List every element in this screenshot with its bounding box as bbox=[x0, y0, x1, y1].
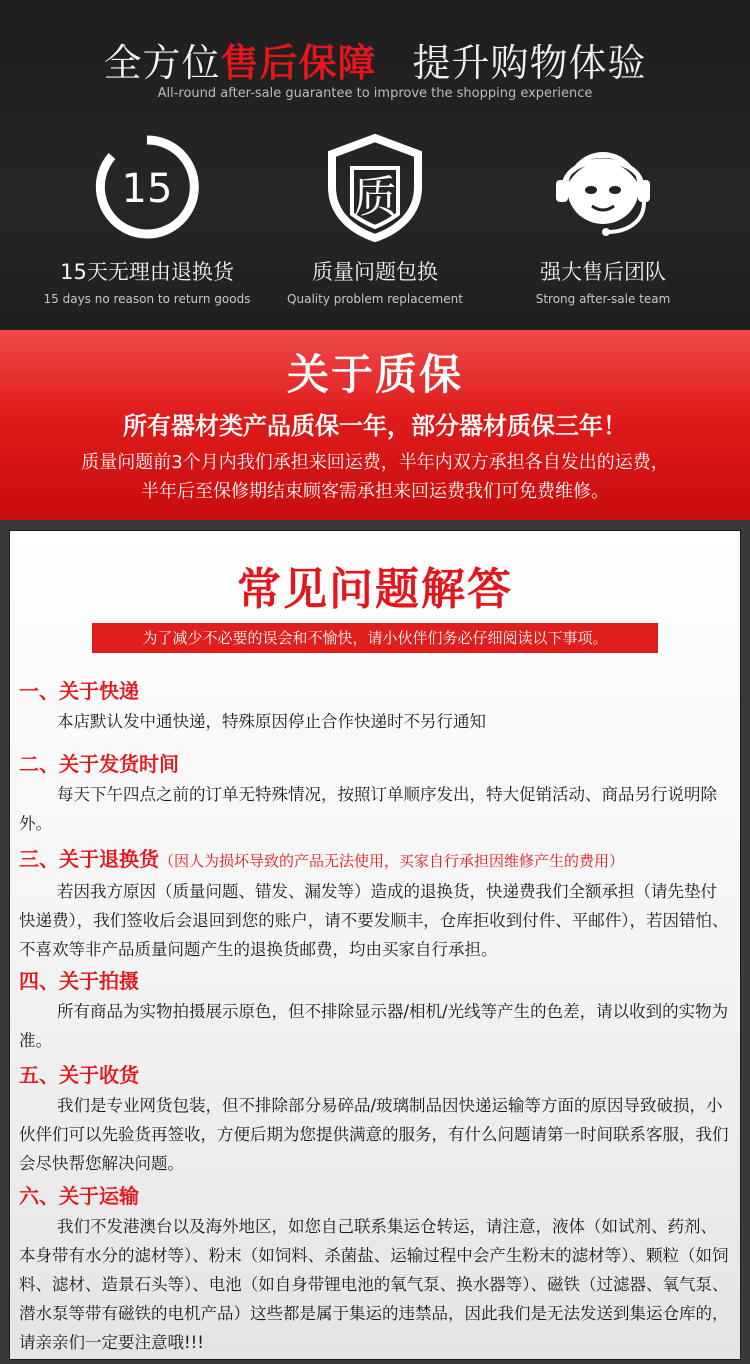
faq-panel bbox=[9, 530, 741, 1360]
faq-section-shipping-time bbox=[19, 750, 731, 838]
warranty-line-1: 质量问题前3个月内我们承担来回运费，半年内双方承担各自发出的运费， bbox=[81, 452, 669, 473]
faq-section-returns bbox=[19, 845, 731, 964]
feature-subtitle: Quality problem replacement bbox=[287, 292, 463, 306]
feature-15-day-return bbox=[22, 132, 272, 306]
banner-subtitle: All-round after-sale guarantee to improve the shopping experience bbox=[157, 86, 593, 101]
section-heading: 一、关于快递 bbox=[19, 679, 139, 703]
after-sale-banner bbox=[0, 0, 750, 330]
15-days-clock-icon bbox=[92, 132, 202, 242]
faq-title: 常见问题解答 bbox=[237, 564, 513, 615]
feature-title: 强大售后团队 bbox=[540, 260, 666, 284]
support-headset-icon bbox=[548, 132, 658, 242]
section-heading: 二、关于发货时间 bbox=[19, 752, 179, 776]
faq-section-photography bbox=[19, 967, 731, 1055]
section-body: 我们不发港澳台以及海外地区，如您自己联系集运仓转运，请注意，液体（如试剂、药剂、本身带有水分的滤材等）、粉末（如饲料、杀菌盐、运输过程中会产生粉末的滤材等）、颗粒（如饲料、滤材、造景石头等）、电池（如自身带锂电池的氧气泵、换水器等）、磁铁（过滤器、氧气泵、潜水泵等带有磁铁的电机产品）这些都是属于集运的违禁品，因此我们是无法发送到集运仓库的，请亲亲们一定要注意哦!!! bbox=[19, 1217, 729, 1352]
feature-title: 15天无理由退换货 bbox=[60, 260, 234, 284]
feature-quality-replacement bbox=[250, 132, 500, 306]
feature-subtitle: 15 days no reason to return goods bbox=[43, 292, 251, 306]
warranty-line-2: 半年后至保修期结束顾客需承担来回运费我们可免费维修。 bbox=[141, 481, 609, 502]
section-heading: 三、关于退换货 bbox=[19, 847, 159, 871]
section-body: 本店默认发中通快递，特殊原因停止合作快递时不另行通知 bbox=[57, 712, 486, 731]
warranty-title: 关于质保 bbox=[286, 350, 463, 399]
section-body: 每天下午四点之前的订单无特殊情况，按照订单顺序发出，特大促销活动、商品另行说明除外。 bbox=[19, 785, 717, 833]
section-body: 若因我方原因（质量问题、错发、漏发等）造成的退换货，快递费我们全额承担（请先垫付快递费），我们签收后会退回到您的账户，请不要发顺丰，仓库拒收到付件、平邮件），若因错怕、不喜欢等非产品质量问题产生的退换货邮费，均由买家自行承担。 bbox=[19, 882, 729, 959]
section-heading: 六、关于运输 bbox=[19, 1184, 139, 1208]
headline-prefix: 全方位 bbox=[103, 41, 221, 85]
feature-icon-number: 15 bbox=[121, 166, 173, 212]
faq-section-delivery bbox=[19, 677, 731, 736]
feature-subtitle: Strong after-sale team bbox=[535, 292, 671, 306]
section-note: （因人为损坏导致的产品无法使用，买家自行承担因维修产生的费用） bbox=[159, 852, 625, 870]
quality-shield-icon bbox=[320, 132, 430, 242]
feature-title: 质量问题包换 bbox=[312, 260, 438, 284]
feature-icon-character: 质 bbox=[353, 172, 397, 223]
faq-section-transport bbox=[19, 1182, 731, 1357]
feature-after-sale-team bbox=[478, 132, 728, 306]
section-body: 我们是专业网货包装，但不排除部分易碎品/玻璃制品因快递运输等方面的原因导致破损，小伙伴们可以先验货再签收，方便后期为您提供满意的服务，有什么问题请第一时间联系客服，我们会尽快帮您解决问题。 bbox=[19, 1096, 729, 1173]
warranty-banner bbox=[0, 330, 750, 520]
section-heading: 四、关于拍摄 bbox=[19, 969, 139, 993]
faq-section-receiving bbox=[19, 1061, 731, 1178]
headline-suffix: 提升购物体验 bbox=[412, 41, 647, 85]
banner-headline bbox=[0, 32, 750, 87]
section-body: 所有商品为实物拍摄展示原色，但不排除显示器/相机/光线等产生的色差，请以收到的实物为准。 bbox=[19, 1002, 729, 1050]
faq-notice: 为了减少不必要的误会和不愉快，请小伙伴们务必仔细阅读以下事项。 bbox=[92, 623, 658, 653]
warranty-description bbox=[0, 448, 750, 506]
warranty-subtitle: 所有器材类产品质保一年，部分器材质保三年！ bbox=[123, 412, 627, 440]
headline-highlight: 售后保障 bbox=[220, 41, 377, 85]
section-heading: 五、关于收货 bbox=[19, 1063, 139, 1087]
